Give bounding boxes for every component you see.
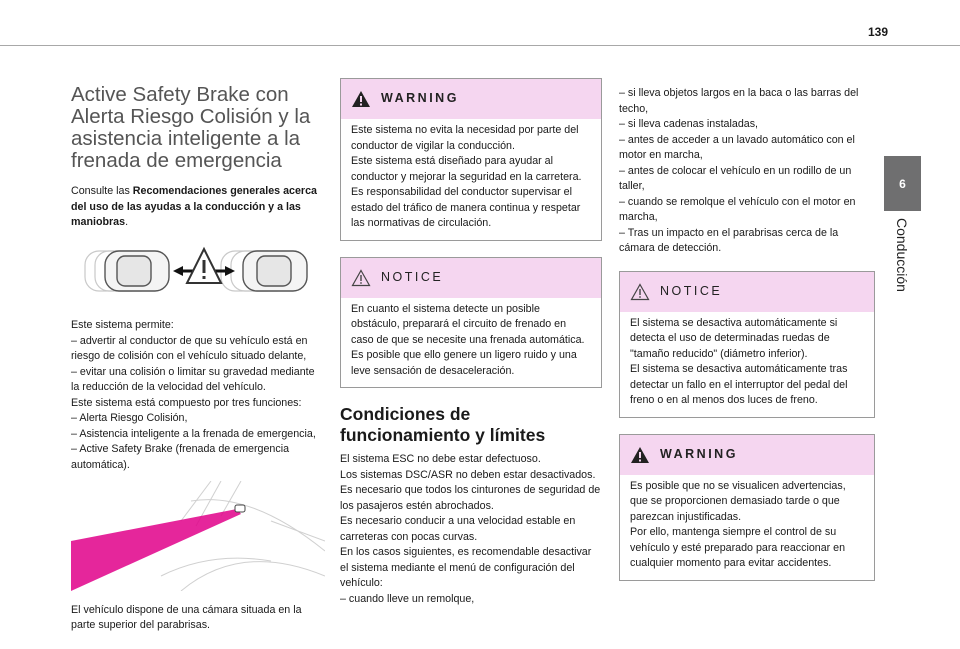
notice-header [341, 258, 601, 298]
column-1 [71, 78, 325, 634]
section-title: Active Safety Brake con Alerta Riesgo Colisión y la asistencia inteligente a la frenada de emergencia [71, 83, 311, 172]
warning-body: Este sistema no evita la necesidad por parte del conductor de vigilar la conducción. Este sistema está diseñado para ayudar al conductor y mejorar la seguridad en la carretera. Es responsabilidad del conductor supervisar el estado del tráfico de manera continua y respetar las normativas de circulación. [351, 124, 582, 229]
car-rear-icon [105, 251, 169, 291]
windshield-camera-illustration [71, 481, 325, 591]
warning-title: WARNING [660, 446, 738, 461]
car-front-icon [243, 251, 307, 291]
warning-title: WARNING [381, 91, 459, 106]
hazard-warning-icon [187, 249, 221, 283]
warning-header [620, 435, 874, 475]
warning-box [340, 78, 602, 241]
notice-box [340, 257, 602, 389]
collision-alert-illustration [71, 241, 325, 301]
notice-body: En cuanto el sistema detecte un posible obstáculo, preparará el circuito de frenado en caso de que se necesite una frenada automática. Es posible que ello genere un ligero ruido y una leve sensación de desaceleración. [351, 302, 585, 377]
header-rule [0, 45, 960, 46]
notice-icon [630, 283, 650, 301]
camera-caption: El vehículo dispone de una cámara situada en la parte superior del parabrisas. [71, 603, 302, 631]
consult-paragraph: Consulte las Recomendaciones generales acerca del uso de las ayudas a la conducción y a las maniobras. [71, 185, 317, 228]
deactivation-cases: – si lleva objetos largos en la baca o las barras del techo, – si lleva cadenas instaladas, – antes de acceder a un lavado automático con el motor en marcha, – antes de colocar el vehículo en un rodillo de un taller, – cuando se remolque el vehículo con el motor en marcha, – Tras un impacto en el parabrisas cerca de la cámara de detección. [619, 87, 859, 254]
chapter-number-tab: 6 [884, 156, 921, 211]
notice-icon [351, 269, 371, 287]
warning-box [619, 434, 875, 581]
notice-body: El sistema se desactiva automáticamente si detecta el uso de determinadas ruedas de "tamaño reducido" (diámetro inferior). El sistema se desactiva automáticamente tras detectar un fallo en el interruptor del pedal del freno o en al menos dos luces de freno. [630, 316, 848, 406]
warning-icon [630, 446, 650, 464]
notice-title: NOTICE [660, 283, 723, 298]
page-number: 139 [868, 25, 889, 39]
warning-icon [351, 90, 371, 108]
conditions-title: Condiciones de funcionamiento y límites [340, 404, 546, 445]
chapter-label: Conducción [894, 218, 910, 292]
notice-title: NOTICE [381, 269, 444, 284]
conditions-text: El sistema ESC no debe estar defectuoso. Los sistemas DSC/ASR no deben estar desactivados. Es necesario que todos los cinturones de seguridad de los pasajeros estén abrochados. Es necesario conducir a una velocidad estable en carreteras con pocas curvas. En los casos siguientes, es recomendable desactivar el sistema mediante el menú de configuración del vehículo: – cuando lleve un remolque, [340, 453, 601, 605]
column-3 [619, 78, 875, 597]
camera-beam [71, 509, 241, 591]
column-2 [340, 78, 602, 607]
camera-icon [235, 505, 245, 512]
notice-header [620, 272, 874, 312]
notice-box [619, 271, 875, 418]
warning-header [341, 79, 601, 119]
warning-body: Es posible que no se visualicen advertencias, que se proporcionen demasiado tarde o que parezcan injustificadas. Por ello, mantenga siempre el control de su vehículo y esté preparado para reaccionar en cualquier momento para evitar accidentes. [630, 479, 846, 569]
system-description: Este sistema permite: – advertir al conductor de que su vehículo está en riesgo de colisión con el vehículo situado delante, – evitar una colisión o limitar su gravedad mediante la reducción de la velocidad del vehículo. Este sistema está compuesto por tres funciones: – Alerta Riesgo Colisión, – Asistencia inteligente a la frenada de emergencia, – Active Safety Brake (frenada de emergencia automática). [71, 319, 316, 471]
